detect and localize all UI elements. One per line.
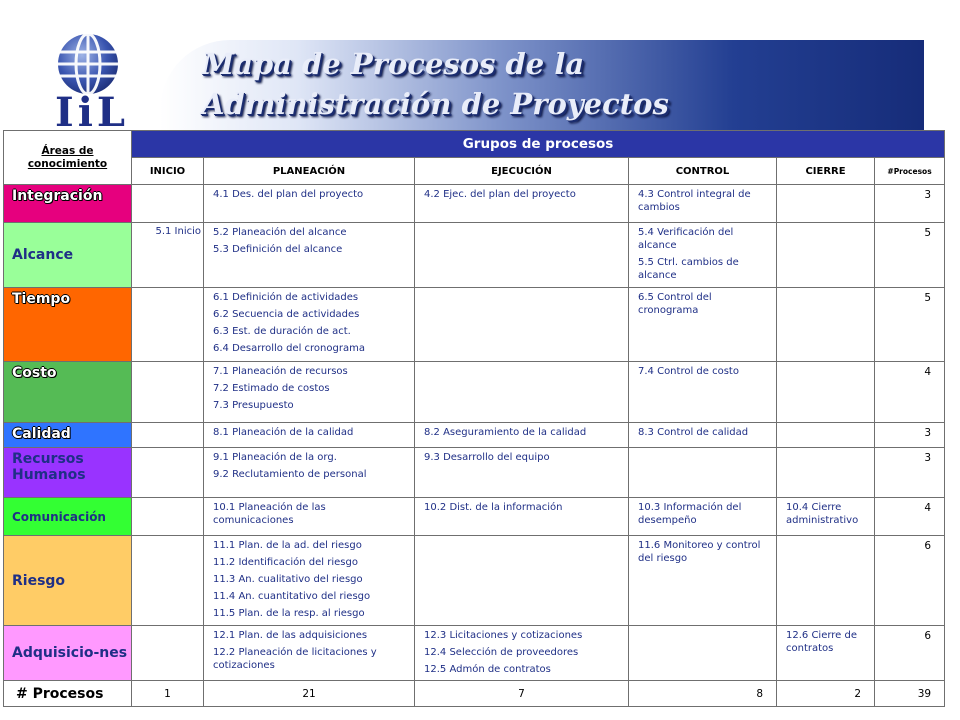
- groups-header: Grupos de procesos: [132, 131, 945, 158]
- process-item: 6.4 Desarrollo del cronograma: [213, 343, 365, 354]
- cell-cierre: [777, 498, 875, 536]
- table-row: [4, 498, 945, 536]
- area-label: Costo: [4, 362, 132, 423]
- area-label: Riesgo: [4, 536, 132, 626]
- page-title: [202, 44, 669, 124]
- cell-control: [629, 362, 777, 423]
- process-item: 7.2 Estimado de costos: [213, 383, 330, 394]
- cell-ejecucion: [415, 223, 629, 288]
- cell-ejecucion: [415, 498, 629, 536]
- phase-cierre: CIERRE: [777, 158, 875, 185]
- process-item: 5.4 Verificación del alcance: [638, 227, 734, 251]
- total-ejecucion: 7: [415, 681, 629, 707]
- process-item: 12.2 Planeación de licitaciones y cotizaciones: [213, 647, 377, 671]
- process-count: 3: [875, 448, 945, 498]
- area-label: Calidad: [4, 423, 132, 448]
- logo-wordmark: IiL: [54, 89, 130, 130]
- total-control: 8: [629, 681, 777, 707]
- area-label: Adquisicio-nes: [4, 626, 132, 681]
- cell-planeacion: [204, 626, 415, 681]
- process-count: 6: [875, 536, 945, 626]
- cell-planeacion: [204, 288, 415, 362]
- cell-inicio: [132, 362, 204, 423]
- cell-cierre: [777, 185, 875, 223]
- areas-header: Áreas de conocimiento: [4, 131, 132, 185]
- process-item: 10.1 Planeación de las comunicaciones: [213, 502, 326, 526]
- process-item: 11.2 Identificación del riesgo: [213, 557, 358, 568]
- process-item: 12.4 Selección de proveedores: [424, 647, 579, 658]
- process-item: 6.3 Est. de duración de act.: [213, 326, 351, 337]
- title-line-1: Mapa de Procesos de la: [202, 47, 585, 81]
- process-item: 4.2 Ejec. del plan del proyecto: [424, 189, 576, 200]
- process-item: 10.2 Dist. de la información: [424, 502, 563, 513]
- cell-control: [629, 536, 777, 626]
- process-count: 4: [875, 362, 945, 423]
- table-row: [4, 626, 945, 681]
- process-item: 11.1 Plan. de la ad. del riesgo: [213, 540, 362, 551]
- process-item: 10.3 Información del desempeño: [638, 502, 742, 526]
- process-count: 5: [875, 223, 945, 288]
- total-planeacion: 21: [204, 681, 415, 707]
- cell-inicio: [132, 423, 204, 448]
- cell-planeacion: [204, 536, 415, 626]
- process-item: 9.2 Reclutamiento de personal: [213, 469, 367, 480]
- process-item: 7.4 Control de costo: [638, 366, 739, 377]
- phase-inicio: INICIO: [132, 158, 204, 185]
- process-count: 5: [875, 288, 945, 362]
- cell-control: [629, 498, 777, 536]
- process-item: 9.3 Desarrollo del equipo: [424, 452, 550, 463]
- process-item: 5.3 Definición del alcance: [213, 244, 343, 255]
- process-item: 6.2 Secuencia de actividades: [213, 309, 360, 320]
- process-count: 3: [875, 185, 945, 223]
- cell-ejecucion: [415, 536, 629, 626]
- process-item: 5.1 Inicio: [155, 226, 201, 237]
- table-row: [4, 362, 945, 423]
- cell-planeacion: [204, 448, 415, 498]
- cell-inicio: [132, 536, 204, 626]
- table-row: [4, 185, 945, 223]
- process-item: 10.4 Cierre administrativo: [786, 502, 859, 526]
- table-row: [4, 536, 945, 626]
- process-item: 9.1 Planeación de la org.: [213, 452, 337, 463]
- title-line-2: Administración de Proyectos: [202, 87, 669, 121]
- process-item: 12.3 Licitaciones y cotizaciones: [424, 630, 583, 641]
- total-processes: 39: [875, 681, 945, 707]
- total-inicio: 1: [132, 681, 204, 707]
- cell-planeacion: [204, 185, 415, 223]
- area-label: Integración: [4, 185, 132, 223]
- cell-control: [629, 423, 777, 448]
- cell-control: [629, 185, 777, 223]
- cell-inicio: [132, 185, 204, 223]
- process-item: 5.2 Planeación del alcance: [213, 227, 347, 238]
- cell-planeacion: [204, 362, 415, 423]
- table-row: [4, 448, 945, 498]
- process-count: 3: [875, 423, 945, 448]
- cell-inicio: [132, 626, 204, 681]
- process-item: 5.5 Ctrl. cambios de alcance: [638, 257, 739, 281]
- cell-inicio: [132, 288, 204, 362]
- count-header: #Procesos: [875, 158, 945, 185]
- cell-planeacion: [204, 223, 415, 288]
- process-item: 12.5 Admón de contratos: [424, 664, 551, 675]
- process-item: 11.4 An. cuantitativo del riesgo: [213, 591, 371, 602]
- cell-cierre: [777, 423, 875, 448]
- process-item: 11.3 An. cualitativo del riesgo: [213, 574, 363, 585]
- process-count: 4: [875, 498, 945, 536]
- process-item: 12.1 Plan. de las adquisiciones: [213, 630, 368, 641]
- cell-planeacion: [204, 423, 415, 448]
- cell-ejecucion: [415, 626, 629, 681]
- cell-inicio: [132, 498, 204, 536]
- area-label: Comunicación: [4, 498, 132, 536]
- cell-cierre: [777, 223, 875, 288]
- table-row: [4, 423, 945, 448]
- cell-cierre: [777, 362, 875, 423]
- cell-ejecucion: [415, 423, 629, 448]
- process-item: 11.5 Plan. de la resp. al riesgo: [213, 608, 365, 619]
- area-label: Tiempo: [4, 288, 132, 362]
- process-item: 12.6 Cierre de contratos: [786, 630, 858, 654]
- phase-control: CONTROL: [629, 158, 777, 185]
- process-item: 7.1 Planeación de recursos: [213, 366, 348, 377]
- process-item: 8.2 Aseguramiento de la calidad: [424, 427, 587, 438]
- phase-planeacion: PLANEACIÓN: [204, 158, 415, 185]
- iil-logo: [30, 30, 158, 130]
- process-item: 8.3 Control de calidad: [638, 427, 749, 438]
- process-item: 4.1 Des. del plan del proyecto: [213, 189, 364, 200]
- cell-ejecucion: [415, 288, 629, 362]
- process-item: 4.3 Control integral de cambios: [638, 189, 751, 213]
- area-label: Recursos Humanos: [4, 448, 132, 498]
- process-item: 7.3 Presupuesto: [213, 400, 294, 411]
- cell-inicio: [132, 223, 204, 288]
- table-row: [4, 223, 945, 288]
- total-cierre: 2: [777, 681, 875, 707]
- totals-label: # Procesos: [4, 681, 132, 707]
- phase-ejecucion: EJECUCIÓN: [415, 158, 629, 185]
- totals-row: [4, 681, 945, 707]
- cell-control: [629, 288, 777, 362]
- cell-control: [629, 448, 777, 498]
- cell-inicio: [132, 448, 204, 498]
- cell-ejecucion: [415, 448, 629, 498]
- table-row: [4, 288, 945, 362]
- cell-ejecucion: [415, 362, 629, 423]
- cell-ejecucion: [415, 185, 629, 223]
- process-item: 6.1 Definición de actividades: [213, 292, 359, 303]
- process-item: 6.5 Control del cronograma: [638, 292, 712, 316]
- cell-planeacion: [204, 498, 415, 536]
- cell-control: [629, 626, 777, 681]
- cell-cierre: [777, 448, 875, 498]
- process-item: 8.1 Planeación de la calidad: [213, 427, 354, 438]
- area-label: Alcance: [4, 223, 132, 288]
- cell-cierre: [777, 626, 875, 681]
- process-map-table: [3, 130, 945, 707]
- process-item: 11.6 Monitoreo y control del riesgo: [638, 540, 761, 564]
- cell-control: [629, 223, 777, 288]
- cell-cierre: [777, 536, 875, 626]
- process-count: 6: [875, 626, 945, 681]
- cell-cierre: [777, 288, 875, 362]
